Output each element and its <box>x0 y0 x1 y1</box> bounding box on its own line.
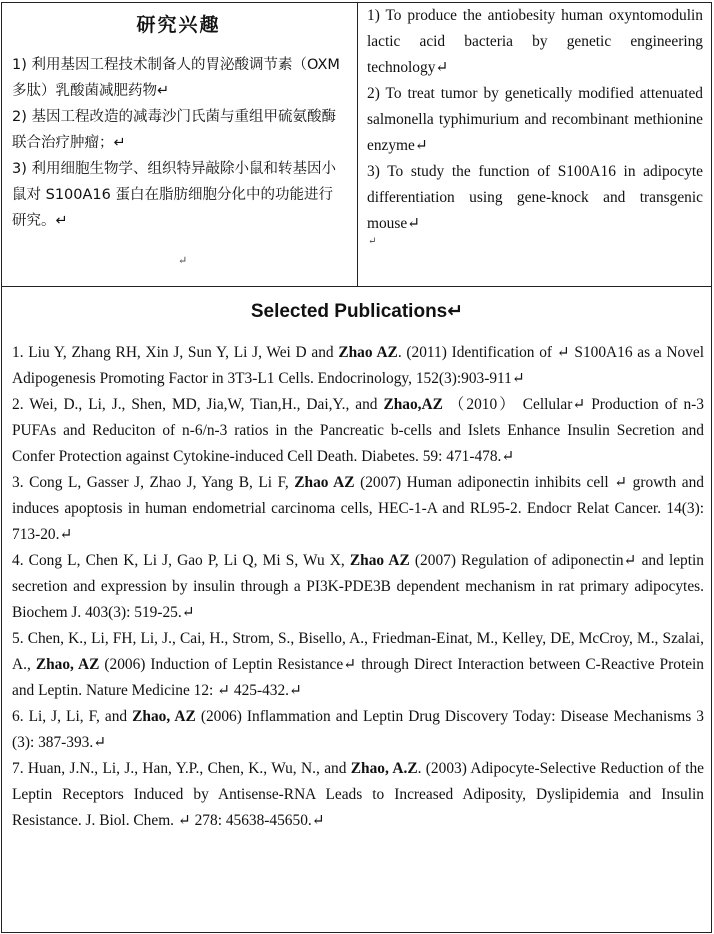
research-en-item: 1) To produce the antiobesity human oxyntomodulin lactic acid bacteria by genetic engineering technology↵ <box>367 7 703 76</box>
author-highlight: Zhao,AZ <box>383 396 443 413</box>
author-highlight: Zhao AZ <box>294 474 355 491</box>
author-highlight: Zhao, AZ <box>35 656 100 673</box>
author-highlight: Zhao AZ <box>338 344 398 361</box>
publications-list <box>12 340 704 834</box>
section-divider <box>1 286 712 287</box>
publication-item: 7. Huan, J.N., Li, J., Han, Y.P., Chen, K., Wu, N., and Zhao, A.Z. (2003) Adipocyte-Selective Reduction of the Leptin Receptors Induced by Antisense-RNA Leads to Increased Adiposity, Dyslipidemia and Insulin Resistance. J. Biol. Chem. ↵ 278: 45638-45650.↵ <box>12 760 704 829</box>
research-title: 研究兴趣 <box>136 14 221 36</box>
publication-item: 6. Li, J, Li, F, and Zhao, AZ (2006) Inflammation and Leptin Drug Discovery Today: Disease Mechanisms 3 (3): 387-393.↵ <box>12 708 704 751</box>
research-en-list <box>367 3 703 237</box>
publication-item: 5. Chen, K., Li, FH, Li, J., Cai, H., Strom, S., Bisello, A., Friedman-Einat, M., Kelley, DE, McCroy, M., Szalai, A., Zhao, AZ (2006) Induction of Leptin Resistance↵ through Direct Interaction between C-Reactive Protein and Leptin. Nature Medicine 12: ↵ 425-432.↵ <box>12 630 704 699</box>
publication-item: 2. Wei, D., Li, J., Shen, MD, Jia,W, Tian,H., Dai,Y., and Zhao,AZ （2010） Cellular↵ Production of n-3 PUFAs and Reduciton of n-6/n-3 ratios in the Pancreatic b-cells and Islets Enhance Insulin Secretion and Confer Protection against Cytokine-induced Cell Death. Diabetes. 59: 471-478.↵ <box>12 396 704 465</box>
column-divider <box>357 2 358 287</box>
author-highlight: Zhao, AZ <box>132 708 196 725</box>
author-highlight: Zhao, A.Z <box>350 760 418 777</box>
research-cn-list <box>12 52 346 234</box>
paragraph-mark: ↵ <box>368 236 377 247</box>
publications-title: Selected Publications↵ <box>250 301 464 322</box>
research-en-item: 3) To study the function of S100A16 in adipocyte differentiation using gene-knock and transgenic mouse↵ <box>367 163 703 232</box>
research-cn-item: 2) 基因工程改造的减毒沙门氏菌与重组甲硫氨酸酶联合治疗肿瘤；↵ <box>12 109 336 151</box>
paragraph-mark: ↵ <box>178 255 188 267</box>
publication-item: 3. Cong L, Gasser J, Zhao J, Yang B, Li F, Zhao AZ (2007) Human adiponectin inhibits cell ↵ growth and induces apoptosis in human endometrial carcinoma cells, HEC-1-A and RL95-2. Endocr Relat Cancer. 14(3): 713-20.↵ <box>12 474 705 543</box>
publication-item: 1. Liu Y, Zhang RH, Xin J, Sun Y, Li J, Wei D and Zhao AZ. (2011) Identification of ↵ S100A16 as a Novel Adipogenesis Promoting Factor in 3T3-L1 Cells. Endocrinology, 152(3):903-911↵ <box>12 344 705 387</box>
author-highlight: Zhao AZ <box>349 552 410 569</box>
research-cn-item: 3) 利用细胞生物学、组织特异敲除小鼠和转基因小鼠对 S100A16 蛋白在脂肪细胞分化中的功能进行研究。↵ <box>12 161 336 229</box>
research-en-item: 2) To treat tumor by genetically modified attenuated salmonella typhimurium and recombinant methionine enzyme↵ <box>367 85 703 154</box>
publication-item: 4. Cong L, Chen K, Li J, Gao P, Li Q, Mi S, Wu X, Zhao AZ (2007) Regulation of adiponectin↵ and leptin secretion and expression by insulin through a PI3K-PDE3B dependent mechanism in rat primary adipocytes. Biochem J. 403(3): 519-25.↵ <box>12 552 704 621</box>
research-cn-item: 1) 利用基因工程技术制备人的胃泌酸调节素（OXM 多肽）乳酸菌减肥药物↵ <box>12 57 340 99</box>
